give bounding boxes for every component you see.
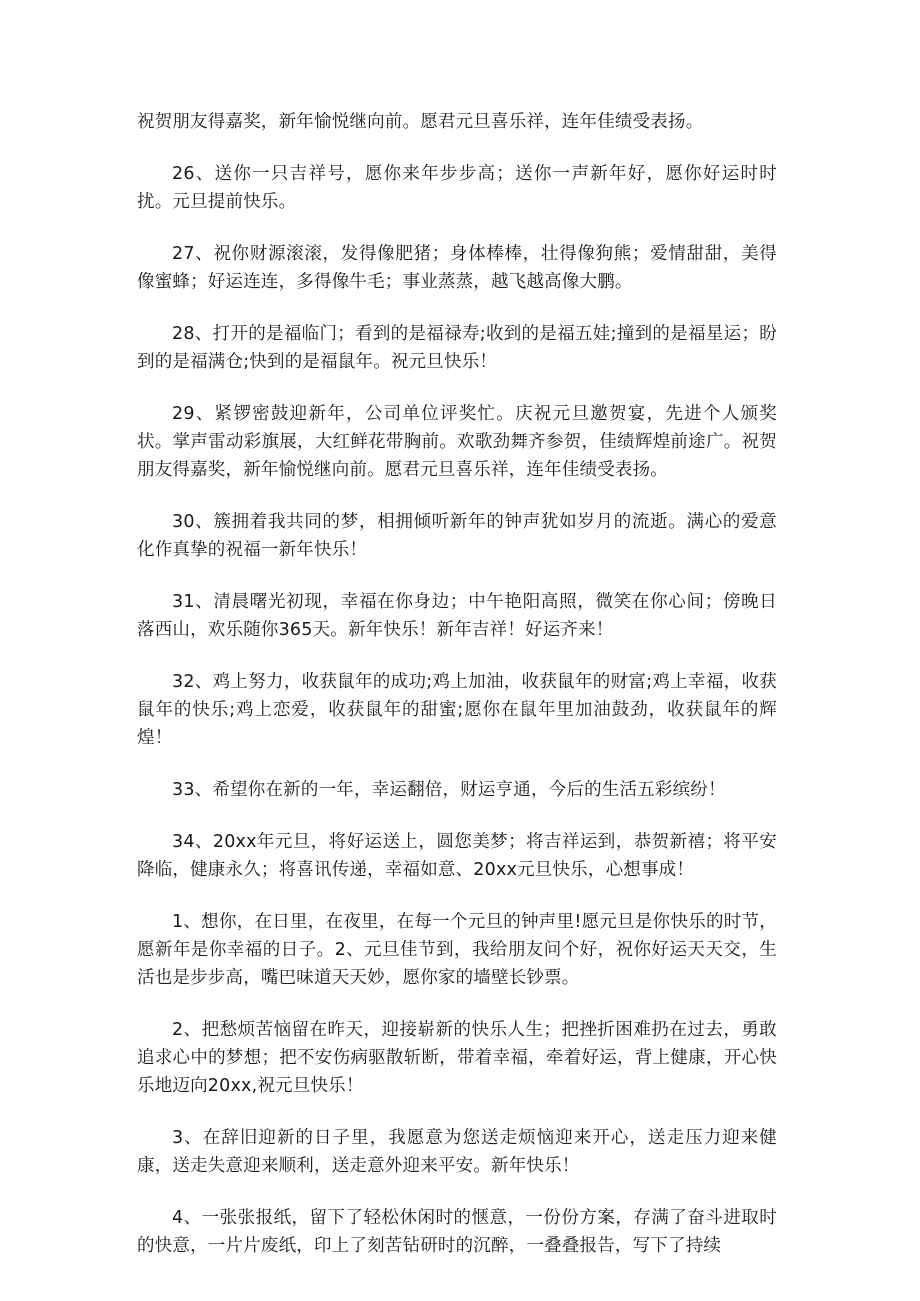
paragraph-3: 3、在辞旧迎新的日子里，我愿意为您送走烦恼迎来开心，送走压力迎来健康，送走失意迎来顺利，送走意外迎来平安。新年快乐！ xyxy=(137,1128,777,1176)
paragraph-26: 26、送你一只吉祥号，愿你来年步步高；送你一声新年好，愿你好运时时扰。元旦提前快乐。 xyxy=(137,164,777,212)
paragraph-32: 32、鸡上努力，收获鼠年的成功;鸡上加油，收获鼠年的财富;鸡上幸福，收获鼠年的快乐;鸡上恋爱，收获鼠年的甜蜜;愿你在鼠年里加油鼓劲，收获鼠年的辉煌！ xyxy=(137,672,777,748)
paragraph-continued: 祝贺朋友得嘉奖，新年愉悦继向前。愿君元旦喜乐祥，连年佳绩受表扬。 xyxy=(137,112,704,132)
paragraph-31: 31、清晨曙光初现，幸福在你身边；中午艳阳高照，微笑在你心间；傍晚日落西山，欢乐随你365天。新年快乐！新年吉祥！好运齐来！ xyxy=(137,592,777,640)
document-body xyxy=(137,108,777,1284)
paragraph-30: 30、簇拥着我共同的梦，相拥倾听新年的钟声犹如岁月的流逝。满心的爱意化作真挚的祝福一新年快乐！ xyxy=(137,512,777,560)
paragraph-28: 28、打开的是福临门；看到的是福禄寿;收到的是福五娃;撞到的是福星运；盼到的是福满仓;快到的是福鼠年。祝元旦快乐！ xyxy=(137,324,777,372)
paragraph-27: 27、祝你财源滚滚，发得像肥猪；身体棒棒，壮得像狗熊；爱情甜甜，美得像蜜蜂；好运连连，多得像牛毛；事业蒸蒸，越飞越高像大鹏。 xyxy=(137,244,777,292)
paragraph-1: 1、想你，在日里，在夜里，在每一个元旦的钟声里!愿元旦是你快乐的时节，愿新年是你幸福的日子。2、元旦佳节到，我给朋友问个好，祝你好运天天交，生活也是步步高，嘴巴味道天天妙，愿你家的墙壁长钞票。 xyxy=(137,912,777,988)
paragraph-34: 34、20xx年元旦，将好运送上，圆您美梦；将吉祥运到，恭贺新禧；将平安降临，健康永久；将喜讯传递，幸福如意、20xx元旦快乐，心想事成！ xyxy=(137,832,777,880)
paragraph-4: 4、一张张报纸，留下了轻松休闲时的惬意，一份份方案，存满了奋斗进取时的快意，一片片废纸，印上了刻苦钻研时的沉醉，一叠叠报告，写下了持续 xyxy=(137,1208,777,1256)
paragraph-2: 2、把愁烦苦恼留在昨天，迎接崭新的快乐人生；把挫折困难扔在过去，勇敢追求心中的梦想；把不安伤病驱散斩断，带着幸福，牵着好运，背上健康，开心快乐地迈向20xx,祝元旦快乐！ xyxy=(137,1020,777,1096)
paragraph-29: 29、紧锣密鼓迎新年，公司单位评奖忙。庆祝元旦邀贺宴，先进个人颁奖状。掌声雷动彩旗展，大红鲜花带胸前。欢歌劲舞齐参贺，佳绩辉煌前途广。祝贺朋友得嘉奖，新年愉悦继向前。愿君元旦喜乐祥，连年佳绩受表扬。 xyxy=(137,404,777,480)
paragraph-33: 33、希望你在新的一年，幸运翻倍，财运亨通，今后的生活五彩缤纷！ xyxy=(172,780,726,800)
